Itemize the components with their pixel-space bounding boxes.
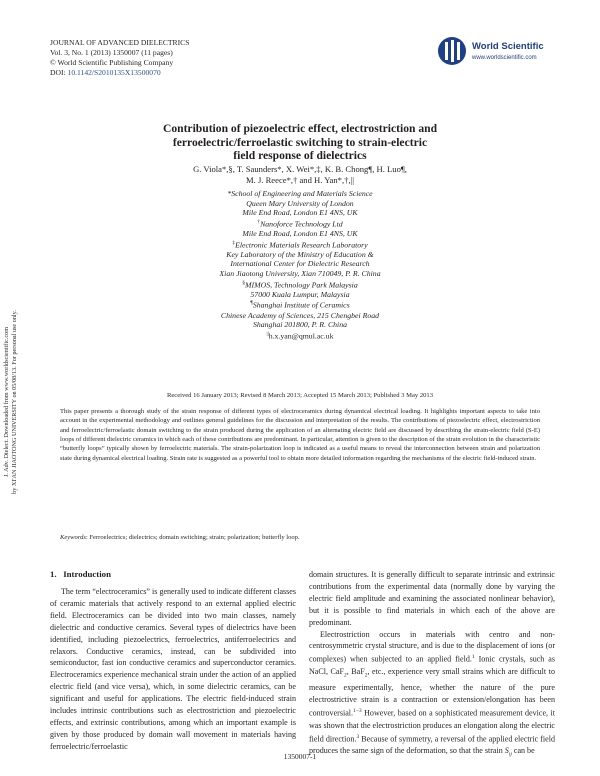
email-address[interactable]: h.x.yan@qmul.ac.uk <box>268 331 334 341</box>
left-column <box>50 586 296 753</box>
affiliation-line <box>130 239 470 250</box>
journal-header <box>50 38 189 78</box>
affiliation-mark: ¶ <box>250 300 253 307</box>
paragraph: domain structures. It is generally difficult to separate intrinsic and extrinsic contributions from the experimental data (normally done by varying the electric field amplitude and examining the associated nonlinear behavior), but it is possible to find materials in which each of the above are predominant. <box>309 570 555 627</box>
affiliation-mark: § <box>242 279 245 286</box>
title-line-1: Contribution of piezoelectric effect, electrostriction and <box>162 122 438 135</box>
abstract: This paper presents a thorough study of the strain response of different types of electroceramics during dynamical electrical loading. It highlights important aspects to take into account in the experimental methodology and outlines general guidelines for the discussion and interpretation of the results. The contributions of piezoelectric effect, electrostriction and ferroelectric/ferroelastic domain switching to the strain produced during the application of an alternating electric field are discussed by describing the strain-electric field (S-E) loops of different dielectric ceramics in which each of these contributions are predominant. In particular, attention is given to the description of the strain evolution in the characteristic “butterfly loops” typically shown by ferroelectric materials. The strain-polarization loop is indicated as a useful means to reveal the interconnection between strain and polarization state during dynamical electrical loading. Strain rate is suggested as a powerful tool to obtain more detailed information regarding the mechanisms of the electric field-induced strain. <box>60 408 540 462</box>
affiliation-3 <box>130 239 470 279</box>
keywords-text: : Ferroelectrics; dielectrics; domain switching; strain; polarization; butterfly loop. <box>85 534 300 541</box>
right-column <box>309 569 555 762</box>
email-mark: || <box>266 330 269 337</box>
affiliation-line <box>130 299 470 310</box>
paragraph: The term “electroceramics” is generally used to indicate different classes of ceramic materials that actively respond to an external applied electric field. Electroceramics can be divided into two main classes, namely dielectric and conductive ceramics. Several types of dielectrics have been identified, including piezoelectrics, ferroelectrics, antiferroelectrics and relaxors. Conductive ceramics, instead, can be subdivided into semiconductor, fast ion conductive ceramics and superconductor ceramics. Electroceramics experience mechanical strain under the action of an applied electric field (and vice versa), which, in some dielectric ceramics, can be significant and useful for applications. The electric field-induced strain includes intrinsic contributions such as electrostriction and piezoelectric effects, and extrinsic contributions, among which an important example is given by those produced by domain wall movement in materials having ferroelectric/ferroelastic <box>50 587 296 751</box>
affiliation-line: Shanghai 201800, P. R. China <box>252 320 348 330</box>
affiliation-line: Key Laboratory of the Ministry of Education & <box>226 249 374 259</box>
authors-line-2: M. J. Reece*,† and H. Yan*,†,|| <box>246 175 354 185</box>
contact-email <box>130 330 470 341</box>
text-run: can be <box>511 746 535 756</box>
section-number: 1. <box>50 569 57 579</box>
affiliation-line <box>130 279 470 290</box>
journal-volume: Vol. 3, No. 1 (2013) 1350007 (11 pages) <box>50 48 173 57</box>
math-symbol: S <box>504 746 509 756</box>
subscript: 2 <box>343 672 347 679</box>
affiliation-text: Nanoforce Technology Ltd <box>260 219 343 229</box>
affiliation-1 <box>130 189 470 218</box>
citation[interactable]: 3 <box>356 733 360 740</box>
section-heading <box>50 569 111 579</box>
download-watermark <box>4 272 18 532</box>
affiliation-text: Electronic Materials Research Laboratory <box>235 240 368 250</box>
subscript: 2 <box>364 672 368 679</box>
text-run: However, based on a sophisticated measurement device, it was shown that the electrostriction produces an elongation along the electric field direction. <box>309 708 555 744</box>
affiliation-text: Shanghai Institute of Ceramics <box>252 300 350 310</box>
publisher-name: World Scientific <box>472 41 544 52</box>
text-run: Because of symmetry, a reversal of the applied electric field produces the same sign of the deformation, so that the strain <box>309 734 555 756</box>
affiliation-line: Xian Jiaotong University, Xian 710049, P. R. China <box>219 268 381 278</box>
affiliation-line: International Center for Dielectric Research <box>230 259 370 269</box>
publisher-url[interactable]: www.worldscientific.com <box>472 55 537 61</box>
authors-line-1: G. Viola*,§, T. Saunders*, X. Wei*,‡, K. B. Chong¶, H. Luo¶, <box>193 164 407 174</box>
journal-name: JOURNAL OF ADVANCED DIELECTRICS <box>50 38 190 47</box>
affiliation-line <box>130 218 470 229</box>
affiliation-line: Mile End Road, London E1 4NS, UK <box>242 228 358 238</box>
title-line-3: field response of dielectrics <box>233 149 367 162</box>
affiliations <box>130 189 470 341</box>
affiliation-line: Chinese Academy of Sciences, 215 Chengbei Road <box>220 310 380 320</box>
affiliation-5 <box>130 299 470 329</box>
citation[interactable]: 1−3 <box>353 708 362 715</box>
text-run: , BaF <box>346 666 365 676</box>
section-title: Introduction <box>63 569 111 579</box>
affiliation-mark: † <box>257 218 261 225</box>
keywords <box>60 534 540 541</box>
title-line-2: ferroelectric/ferroelastic switching to strain-electric <box>172 135 428 149</box>
paragraph <box>309 629 555 762</box>
affiliation-text: MIMOS, Technology Park Malaysia <box>245 280 358 290</box>
watermark-line-2: by XI'AN JIAOTONG UNIVERSITY on 05/08/13. For personal use only. <box>11 310 18 494</box>
paper-title <box>130 122 470 163</box>
citation[interactable]: 1 <box>471 654 475 661</box>
affiliation-line: Queen Mary University of London <box>246 198 354 208</box>
page-number: 1350007-1 <box>283 752 317 761</box>
affiliation-line: 57000 Kuala Lumpur, Malaysia <box>250 289 350 299</box>
math-subscript: ij <box>508 751 512 758</box>
affiliation-mark: ‡ <box>232 239 236 246</box>
author-list <box>130 164 470 186</box>
affiliation-2 <box>130 218 470 239</box>
doi-label: DOI: <box>50 68 66 77</box>
journal-doi <box>50 68 189 78</box>
publication-dates: Received 16 January 2013; Revised 8 March 2013; Accepted 15 March 2013; Published 3 May 2013 <box>166 392 434 399</box>
affiliation-line: Mile End Road, London E1 4NS, UK <box>242 208 358 218</box>
keywords-label: Keywords <box>60 534 86 541</box>
affiliation-4 <box>130 279 470 300</box>
text-run: Electrostriction occurs in materials with centro and non-centrosymmetric crystal structure, and is due to the displacement of ions (or complexes) when subjected to an applied field. <box>309 629 555 665</box>
doi-link[interactable]: 10.1142/S2010135X13500070 <box>67 68 161 77</box>
journal-copyright: © World Scientific Publishing Company <box>50 58 174 67</box>
affiliation-line: *School of Engineering and Materials Science <box>227 189 373 198</box>
text-run: Ionic crystals, such as NaCl, CaF <box>309 655 555 676</box>
text-run: , etc., experience very small strains which are difficult to measure experimentally, hence, whether the nature of the pure electrostrictive strain is a contraction or extension/elongation has been controversial. <box>309 666 555 718</box>
watermark-line-1: J. Adv. Dielect. Downloaded from www.worldscientific.com <box>3 326 10 478</box>
